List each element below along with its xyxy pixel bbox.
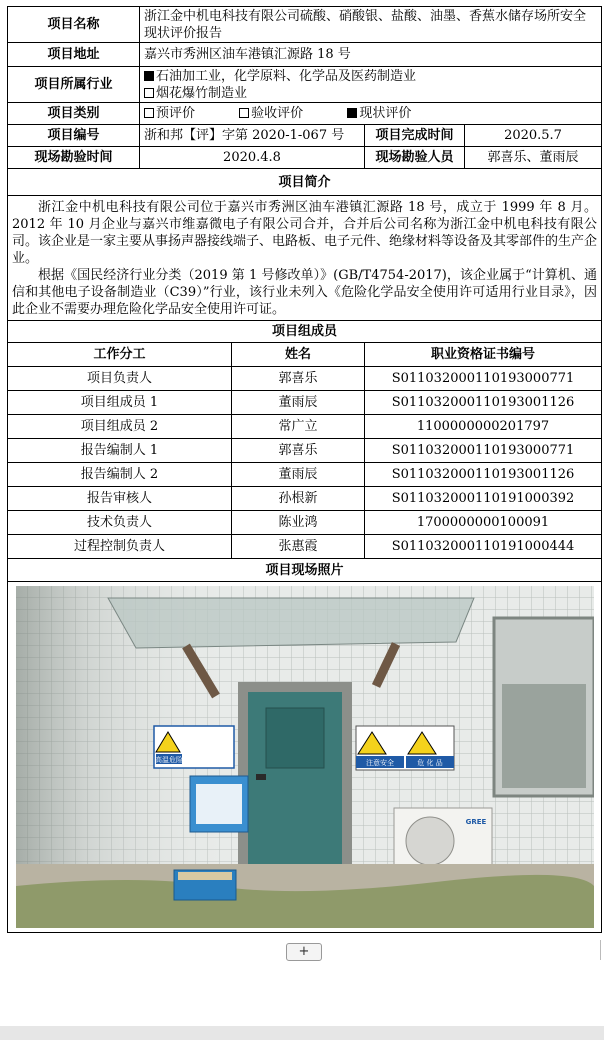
member-row bbox=[8, 391, 602, 415]
label-category: 项目类别 bbox=[8, 103, 140, 125]
member-role: 过程控制负责人 bbox=[8, 535, 232, 559]
label-completion-time: 项目完成时间 bbox=[365, 125, 465, 147]
sand bbox=[178, 872, 232, 880]
member-name: 陈业鸿 bbox=[232, 511, 365, 535]
member-row bbox=[8, 463, 602, 487]
row-category bbox=[8, 103, 602, 125]
member-row bbox=[8, 367, 602, 391]
value-project-name: 浙江金中机电科技有限公司硫酸、硝酸银、盐酸、油墨、香蕉水储存场所安全现状评价报告 bbox=[140, 7, 602, 43]
member-role: 报告审核人 bbox=[8, 487, 232, 511]
intro-body bbox=[8, 196, 602, 321]
intro-paragraph-2: 根据《国民经济行业分类（2019 第 1 号修改单）》(GB/T4754-2017)，该企业属于“计算机、通信和其他电子设备制造业（C39）”行业，该行业未列入《危险化学品安全使用许可适用行业目录》，因此企业不需要办理危险化学品安全使用许可证。 bbox=[12, 268, 598, 317]
photo-cell bbox=[8, 582, 602, 933]
label-surveyor: 现场勘验人员 bbox=[365, 147, 465, 169]
value-survey-time: 2020.4.8 bbox=[140, 147, 365, 169]
notice-board-content bbox=[196, 784, 242, 824]
intro-title: 项目简介 bbox=[8, 169, 602, 196]
header-role: 工作分工 bbox=[8, 343, 232, 367]
category-option-text: 现状评价 bbox=[359, 106, 412, 121]
value-category bbox=[140, 103, 602, 125]
member-cert-number: S011032000110191000392 bbox=[365, 487, 602, 511]
row-number bbox=[8, 125, 602, 147]
category-option-pre bbox=[144, 106, 195, 121]
member-name: 常广立 bbox=[232, 415, 365, 439]
row-members-title bbox=[8, 321, 602, 343]
header-cert-number: 职业资格证书编号 bbox=[365, 343, 602, 367]
member-cert-number: S011032000110193000771 bbox=[365, 439, 602, 463]
site-photo bbox=[16, 586, 594, 928]
member-name: 张惠霞 bbox=[232, 535, 365, 559]
ac-fan-grill bbox=[406, 817, 454, 865]
header-name: 姓名 bbox=[232, 343, 365, 367]
value-completion-time: 2020.5.7 bbox=[465, 125, 602, 147]
member-role: 项目负责人 bbox=[8, 367, 232, 391]
member-row bbox=[8, 535, 602, 559]
value-surveyor: 郭喜乐、董雨辰 bbox=[465, 147, 602, 169]
checkbox-unchecked-icon bbox=[144, 108, 154, 118]
member-cert-number: S011032000110193001126 bbox=[365, 391, 602, 415]
member-role: 项目组成员 2 bbox=[8, 415, 232, 439]
member-role: 项目组成员 1 bbox=[8, 391, 232, 415]
door-panel bbox=[266, 708, 324, 768]
member-cert-number: S011032000110191000444 bbox=[365, 535, 602, 559]
row-survey bbox=[8, 147, 602, 169]
intro-paragraph-1: 浙江金中机电科技有限公司位于嘉兴市秀洲区油车港镇汇源路 18 号，成立于 1999 年 8 月。2012 年 10 月企业与嘉兴市维嘉微电子有限公司合并，合并后公司名称为浙江金中机电科技有限公司。该企业是一家主要从事扬声器接线端子、电路板、电子元件、绝缘材料等设备及其零部件的生产企业。 bbox=[12, 200, 598, 266]
value-industry bbox=[140, 67, 602, 103]
sign-caption-right-1: 注意安全 bbox=[365, 759, 394, 767]
category-option-acceptance bbox=[239, 106, 303, 121]
member-cert-number: S011032000110193000771 bbox=[365, 367, 602, 391]
row-project-address bbox=[8, 43, 602, 67]
label-project-name: 项目名称 bbox=[8, 7, 140, 43]
category-option-text: 预评价 bbox=[156, 106, 196, 121]
members-body bbox=[8, 367, 602, 559]
category-option-current bbox=[347, 106, 411, 121]
viewer-bottom-bar bbox=[0, 1026, 604, 1040]
industry-option-2 bbox=[144, 85, 597, 102]
label-industry: 项目所属行业 bbox=[8, 67, 140, 103]
industry-option-text: 石油加工业，化学原料、化学品及医药制造业 bbox=[156, 68, 417, 84]
member-cert-number: 1100000000201797 bbox=[365, 415, 602, 439]
value-project-address: 嘉兴市秀洲区油车港镇汇源路 18 号 bbox=[140, 43, 602, 67]
row-intro-body bbox=[8, 196, 602, 321]
industry-option-text: 烟花爆竹制造业 bbox=[156, 85, 248, 101]
member-name: 郭喜乐 bbox=[232, 439, 365, 463]
members-title: 项目组成员 bbox=[8, 321, 602, 343]
label-project-number: 项目编号 bbox=[8, 125, 140, 147]
sign-caption-left: 高温危险 bbox=[154, 756, 183, 764]
member-name: 董雨辰 bbox=[232, 391, 365, 415]
member-row bbox=[8, 487, 602, 511]
member-cert-number: 1700000000100091 bbox=[365, 511, 602, 535]
value-project-number: 浙和邦【评】字第 2020-1-067 号 bbox=[140, 125, 365, 147]
member-role: 报告编制人 2 bbox=[8, 463, 232, 487]
checkbox-unchecked-icon bbox=[239, 108, 249, 118]
member-name: 董雨辰 bbox=[232, 463, 365, 487]
door-handle bbox=[256, 774, 266, 780]
photo-title: 项目现场照片 bbox=[8, 559, 602, 582]
row-industry bbox=[8, 67, 602, 103]
ac-brand-logo: GREE bbox=[465, 818, 486, 826]
sign-caption-right-2: 危 化 品 bbox=[416, 759, 443, 767]
member-cert-number: S011032000110193001126 bbox=[365, 463, 602, 487]
member-row bbox=[8, 439, 602, 463]
industry-option-1 bbox=[144, 68, 597, 85]
project-info-table bbox=[7, 6, 602, 321]
row-intro-title bbox=[8, 169, 602, 196]
member-role: 技术负责人 bbox=[8, 511, 232, 535]
member-row bbox=[8, 415, 602, 439]
zoom-in-button[interactable]: + bbox=[286, 943, 322, 961]
members-header-row bbox=[8, 343, 602, 367]
document-page bbox=[7, 6, 601, 933]
row-photo bbox=[8, 582, 602, 933]
checkbox-checked-icon bbox=[347, 108, 357, 118]
checkbox-checked-icon bbox=[144, 71, 154, 81]
label-survey-time: 现场勘验时间 bbox=[8, 147, 140, 169]
page-edge-line bbox=[600, 940, 601, 960]
checkbox-unchecked-icon bbox=[144, 88, 154, 98]
label-project-address: 项目地址 bbox=[8, 43, 140, 67]
members-table bbox=[7, 320, 602, 933]
row-photo-title bbox=[8, 559, 602, 582]
member-row bbox=[8, 511, 602, 535]
member-name: 孙根新 bbox=[232, 487, 365, 511]
glass-canopy bbox=[108, 598, 474, 648]
row-project-name bbox=[8, 7, 602, 43]
member-role: 报告编制人 1 bbox=[8, 439, 232, 463]
member-name: 郭喜乐 bbox=[232, 367, 365, 391]
category-option-text: 验收评价 bbox=[251, 106, 304, 121]
window-pane bbox=[502, 684, 586, 788]
